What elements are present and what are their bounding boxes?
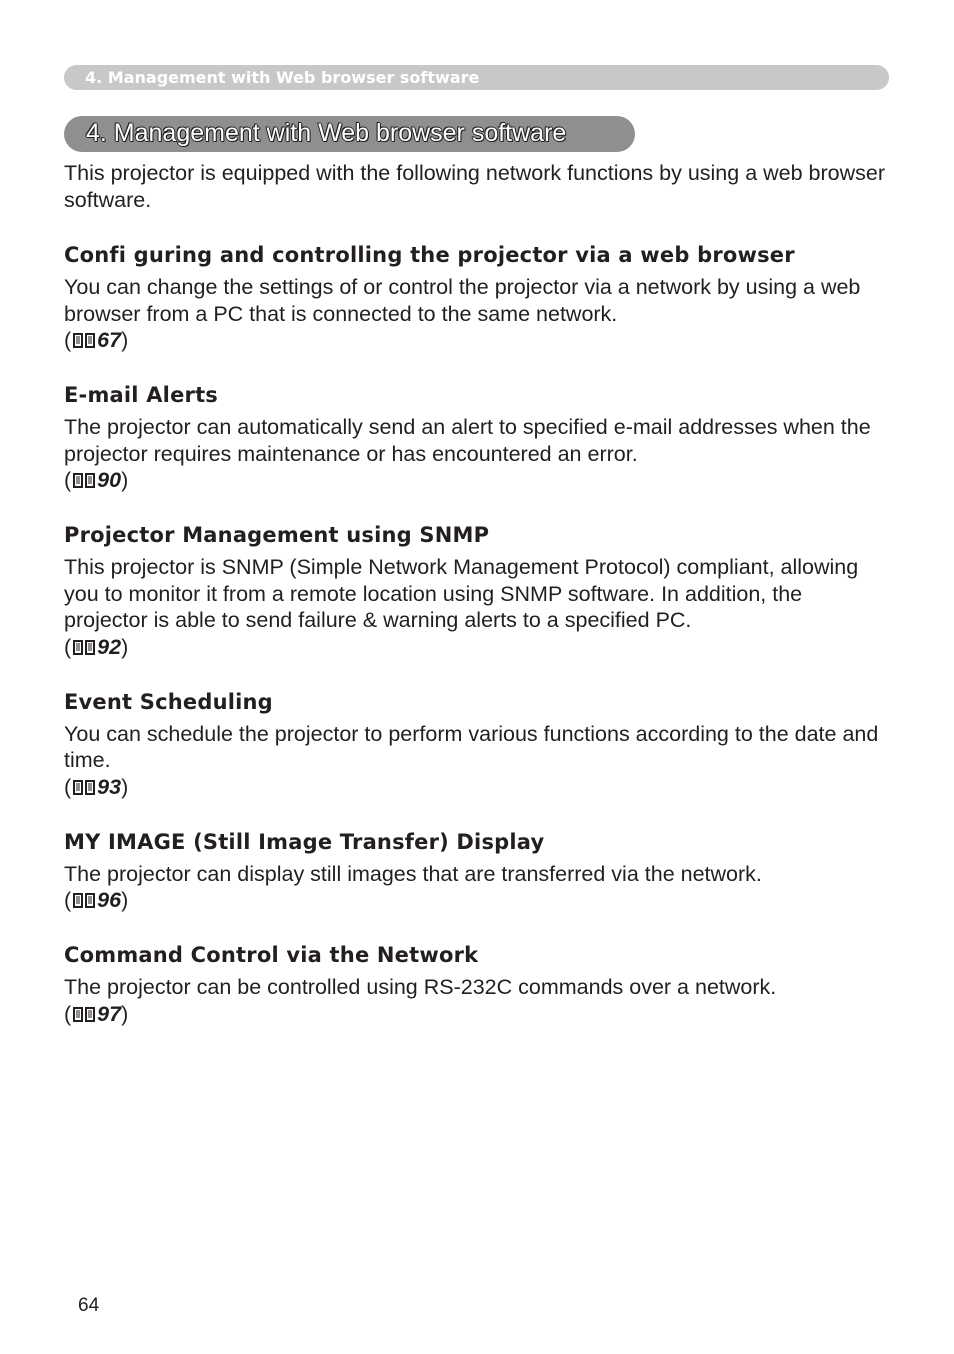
page-reference[interactable]: ( 93) <box>64 774 129 799</box>
book-icon <box>72 637 96 657</box>
section-body: This projector is SNMP (Simple Network Management Protocol) compliant, allowing you to monitor it from a remote location using SNMP software. In addition, the projector is able to send failure & warning alerts to a specified PC. <box>64 555 859 632</box>
section-heading: MY IMAGE (Still Image Transfer) Display <box>64 829 545 854</box>
section-body: You can schedule the projector to perform various functions according to the date and time. <box>64 721 879 772</box>
page-reference[interactable]: ( 97) <box>64 1001 129 1026</box>
intro-paragraph: This projector is equipped with the following network functions by using a web browser software. <box>64 161 886 212</box>
page-number: 64 <box>78 1295 100 1316</box>
section-heading: Projector Management using SNMP <box>64 523 490 547</box>
page-title-text: 4. Management with Web browser software <box>86 119 567 147</box>
reference-page-number: 90 <box>97 468 122 492</box>
section-heading: E-mail Alerts <box>64 383 219 407</box>
running-header-title: 4. Management with Web browser software <box>85 68 480 87</box>
section-web-browser <box>64 241 889 353</box>
reference-page-number: 96 <box>97 888 122 912</box>
section-snmp <box>64 521 889 660</box>
section-body: The projector can automatically send an alert to specified e-mail addresses when the projector requires maintenance or has encountered an error. <box>64 415 871 466</box>
book-icon <box>72 1004 96 1024</box>
reference-page-number: 67 <box>97 328 122 352</box>
running-header <box>64 65 889 90</box>
page-reference[interactable]: ( 96) <box>64 888 129 912</box>
section-heading: Command Control via the Network <box>64 943 479 967</box>
page-reference[interactable]: ( 90) <box>64 468 129 492</box>
section-heading: Event Scheduling <box>64 689 273 714</box>
page-reference[interactable]: ( 67) <box>64 328 129 352</box>
section-body: You can change the settings of or control the projector via a network by using a web browser from a PC that is connected to the same network. <box>64 275 861 326</box>
content <box>64 160 889 1055</box>
book-icon <box>72 470 96 490</box>
section-my-image <box>64 828 889 914</box>
section-heading: Confi guring and controlling the projector via a web browser <box>64 243 795 267</box>
book-icon <box>72 330 96 350</box>
book-icon <box>72 777 96 797</box>
section-body: The projector can be controlled using RS-232C commands over a network. <box>64 975 777 999</box>
page-title <box>64 116 635 152</box>
reference-page-number: 92 <box>97 634 122 659</box>
reference-page-number: 97 <box>97 1001 122 1026</box>
section-event-scheduling <box>64 688 889 800</box>
reference-page-number: 93 <box>97 774 122 799</box>
section-email-alerts <box>64 381 889 493</box>
section-body: The projector can display still images that are transferred via the network. <box>64 861 762 886</box>
book-icon <box>72 890 96 910</box>
section-command-control <box>64 941 889 1027</box>
page-reference[interactable]: ( 92) <box>64 634 129 659</box>
